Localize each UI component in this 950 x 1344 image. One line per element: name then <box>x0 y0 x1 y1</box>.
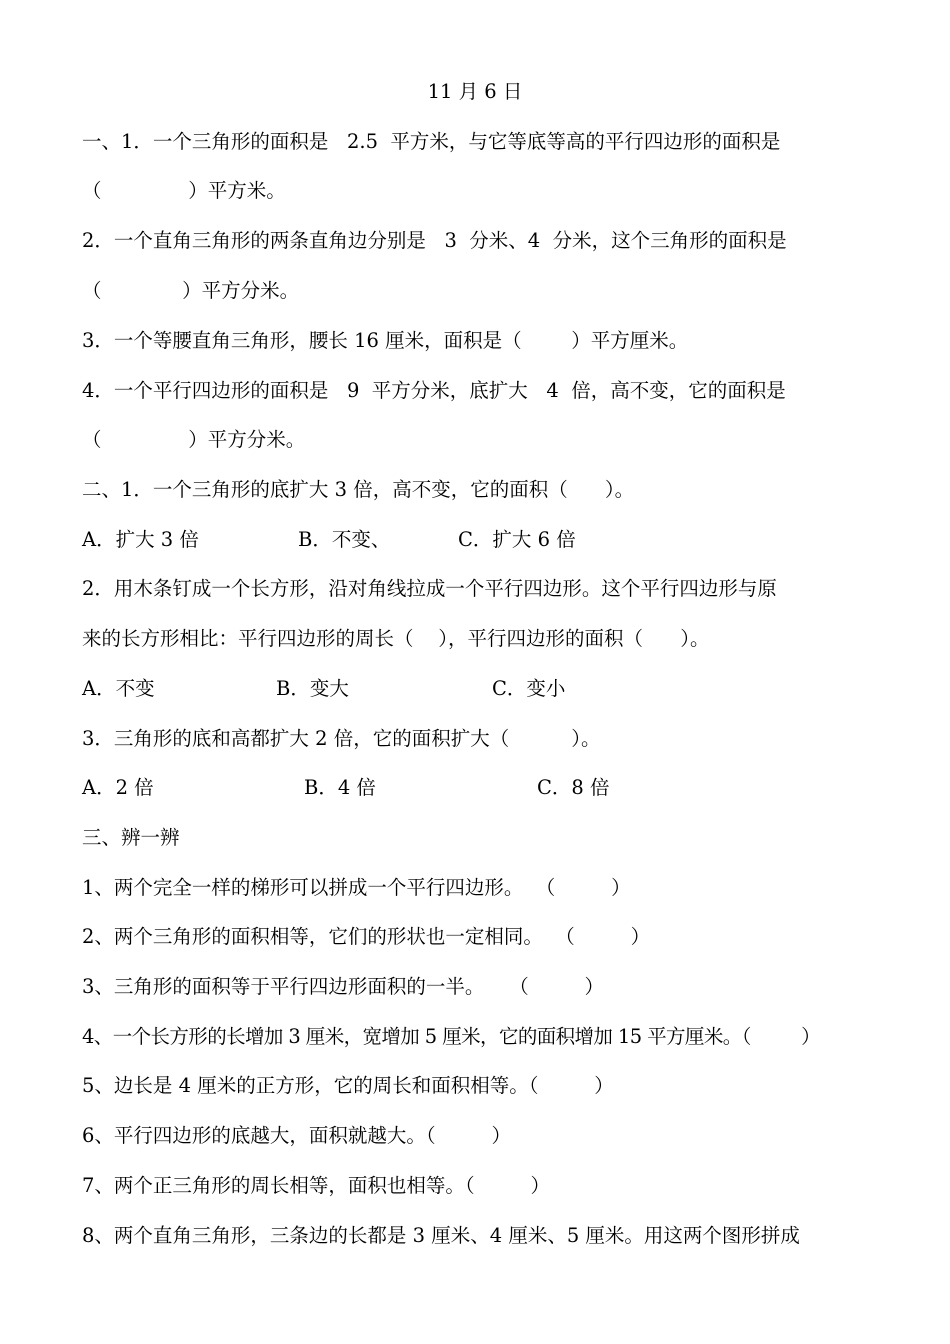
part2-q3-option-b: B．4 倍 <box>304 776 376 799</box>
part1-q2-line1: 2．一个直角三角形的两条直角边分别是 3 分米、4 分米，这个三角形的面积是 <box>82 229 787 252</box>
part3-heading: 三、辨一辨 <box>82 826 180 849</box>
part1-q4-line1: 4．一个平行四边形的面积是 9 平方分米，底扩大 4 倍，高不变，它的面积是 <box>82 379 786 402</box>
part2-q3-option-c: C．8 倍 <box>537 776 610 799</box>
part3-item-4: 4、一个长方形的长增加 3 厘米，宽增加 5 厘米，它的面积增加 15 平方厘米。（ ） <box>82 1025 821 1048</box>
part2-q2-option-b: B．变大 <box>276 677 349 700</box>
part1-q4-line2: （ ）平方分米。 <box>82 428 306 451</box>
part2-q2-option-c: C．变小 <box>492 677 566 700</box>
part2-q1-option-b: B．不变、 <box>298 528 391 551</box>
part1-q1-line2: （ ）平方米。 <box>82 179 286 202</box>
page-date: 11 月 6 日 <box>427 80 523 103</box>
part2-q1: 二、1．一个三角形的底扩大 3 倍，高不变，它的面积（ ）。 <box>82 478 635 501</box>
part2-q3-option-a: A．2 倍 <box>82 776 154 799</box>
part3-item-2: 2、两个三角形的面积相等，它们的形状也一定相同。 （ ） <box>82 925 651 948</box>
part2-q2-option-a: A．不变 <box>82 677 155 700</box>
part1-q3: 3．一个等腰直角三角形，腰长 16 厘米，面积是（ ）平方厘米。 <box>82 329 689 352</box>
part2-q2-line2: 来的长方形相比：平行四边形的周长（ ），平行四边形的面积（ ）。 <box>82 627 710 650</box>
part3-item-5: 5、边长是 4 厘米的正方形，它的周长和面积相等。（ ） <box>82 1074 614 1097</box>
part2-q1-option-a: A．扩大 3 倍 <box>82 528 199 551</box>
part3-item-8: 8、两个直角三角形，三条边的长都是 3 厘米、4 厘米、5 厘米。用这两个图形拼成 <box>82 1224 800 1247</box>
part3-item-1: 1、两个完全一样的梯形可以拼成一个平行四边形。 （ ） <box>82 876 631 899</box>
part1-q1-line1: 一、1．一个三角形的面积是 2.5 平方米，与它等底等高的平行四边形的面积是 <box>82 130 781 153</box>
part1-q2-line2: （ ）平方分米。 <box>82 279 300 302</box>
part2-q3: 3．三角形的底和高都扩大 2 倍，它的面积扩大（ ）。 <box>82 727 601 750</box>
part3-item-3: 3、三角形的面积等于平行四边形面积的一半。 （ ） <box>82 975 604 998</box>
part2-q2-line1: 2．用木条钉成一个长方形，沿对角线拉成一个平行四边形。这个平行四边形与原 <box>82 577 777 600</box>
part3-item-7: 7、两个正三角形的周长相等，面积也相等。（ ） <box>82 1174 550 1197</box>
part3-item-6: 6、平行四边形的底越大，面积就越大。（ ） <box>82 1124 511 1147</box>
part2-q1-option-c: C．扩大 6 倍 <box>458 528 576 551</box>
